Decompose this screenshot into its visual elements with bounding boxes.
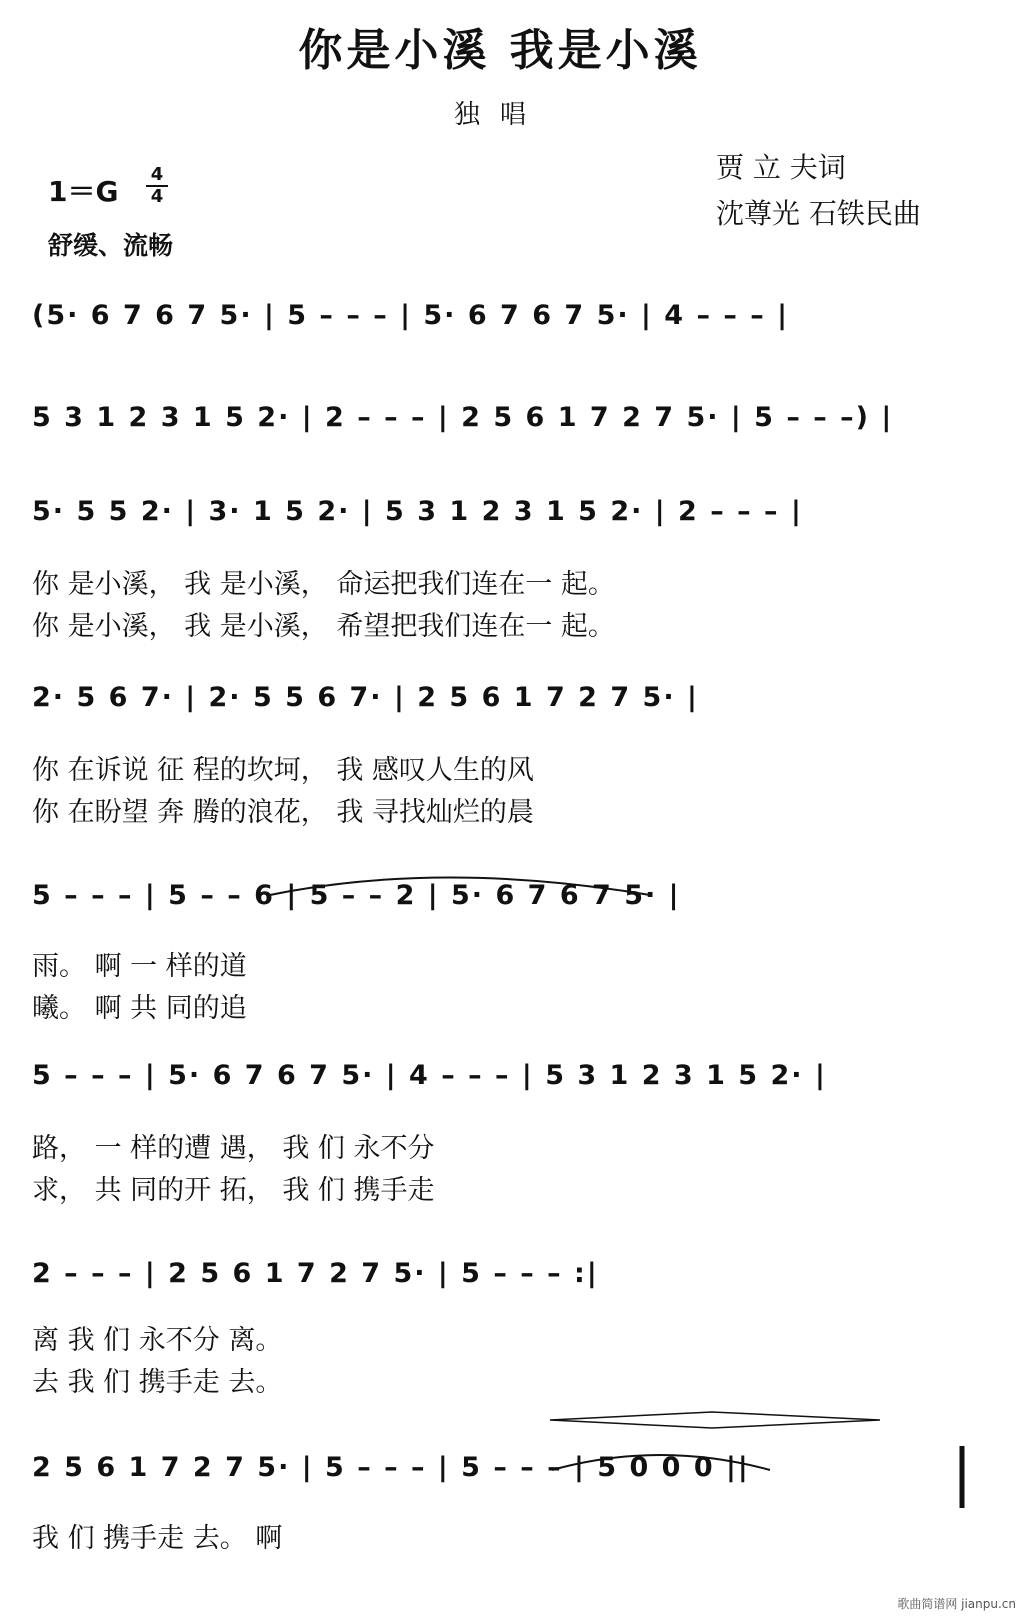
lyric-verse-1: 你 是小溪， 我 是小溪， 命运把我们连在一 起。 <box>32 569 615 600</box>
notation-line: 5 – – – | 5 – – 6 | 5 – – 2 | 5· 6 7 6 7 5· | <box>32 880 681 911</box>
lyric-verse-1: 我 们 携手走 去。 啊 <box>32 1523 283 1554</box>
time-denominator: 4 <box>150 186 164 207</box>
lyric-verse-2: 去 我 们 携手走 去。 <box>32 1367 283 1398</box>
lyricist-credit: 贾 立 夫词 <box>716 151 846 184</box>
watermark-text: 歌曲简谱网 jianpu.cn <box>897 1597 1016 1611</box>
notation-line: (5· 6 7 6 7 5· | 5 – – – | 5· 6 7 6 7 5· | 4 – – – | <box>32 300 790 331</box>
notation-line: 2 5 6 1 7 2 7 5· | 5 – – – | 5 – – – | 5 0 0 0 || <box>32 1452 750 1483</box>
notation-line: 5 – – – | 5· 6 7 6 7 5· | 4 – – – | 5 3 1 2 3 1 5 2· | <box>32 1060 827 1091</box>
composer-credit: 沈尊光 石铁民曲 <box>716 197 921 230</box>
lyric-verse-2: 求， 共 同的开 拓， 我 们 携手走 <box>32 1175 435 1206</box>
tempo-marking: 舒缓、流畅 <box>48 231 174 260</box>
lyric-verse-1: 你 在诉说 征 程的坎坷， 我 感叹人生的风 <box>32 755 534 786</box>
song-title: 你是小溪 我是小溪 <box>298 25 702 76</box>
lyric-verse-2: 曦。 啊 共 同的追 <box>32 993 247 1024</box>
key-signature: 1＝G <box>48 175 119 208</box>
notation-line: 2· 5 6 7· | 2· 5 5 6 7· | 2 5 6 1 7 2 7 5· | <box>32 682 699 713</box>
notation-line: 5· 5 5 2· | 3· 1 5 2· | 5 3 1 2 3 1 5 2· | 2 – – – | <box>32 496 803 527</box>
lyric-verse-1: 路， 一 样的遭 遇， 我 们 永不分 <box>32 1133 435 1164</box>
slur-arc <box>270 878 650 896</box>
time-numerator: 4 <box>150 164 164 185</box>
lyric-verse-2: 你 在盼望 奔 腾的浪花， 我 寻找灿烂的晨 <box>32 797 534 828</box>
lyric-verse-2: 你 是小溪， 我 是小溪， 希望把我们连在一 起。 <box>32 611 615 642</box>
lyric-verse-1: 离 我 们 永不分 离。 <box>32 1325 283 1356</box>
lyric-verse-1: 雨。 啊 一 样的道 <box>32 951 247 982</box>
notation-line: 2 – – – | 2 5 6 1 7 2 7 5· | 5 – – – :| <box>32 1258 599 1289</box>
song-subtitle: 独唱 <box>453 100 546 130</box>
notation-line: 5 3 1 2 3 1 5 2· | 2 – – – | 2 5 6 1 7 2 7 5· | 5 – – –) | <box>32 402 894 433</box>
dynamics-hairpin <box>550 1412 880 1428</box>
slur-arc-final <box>552 1455 770 1470</box>
